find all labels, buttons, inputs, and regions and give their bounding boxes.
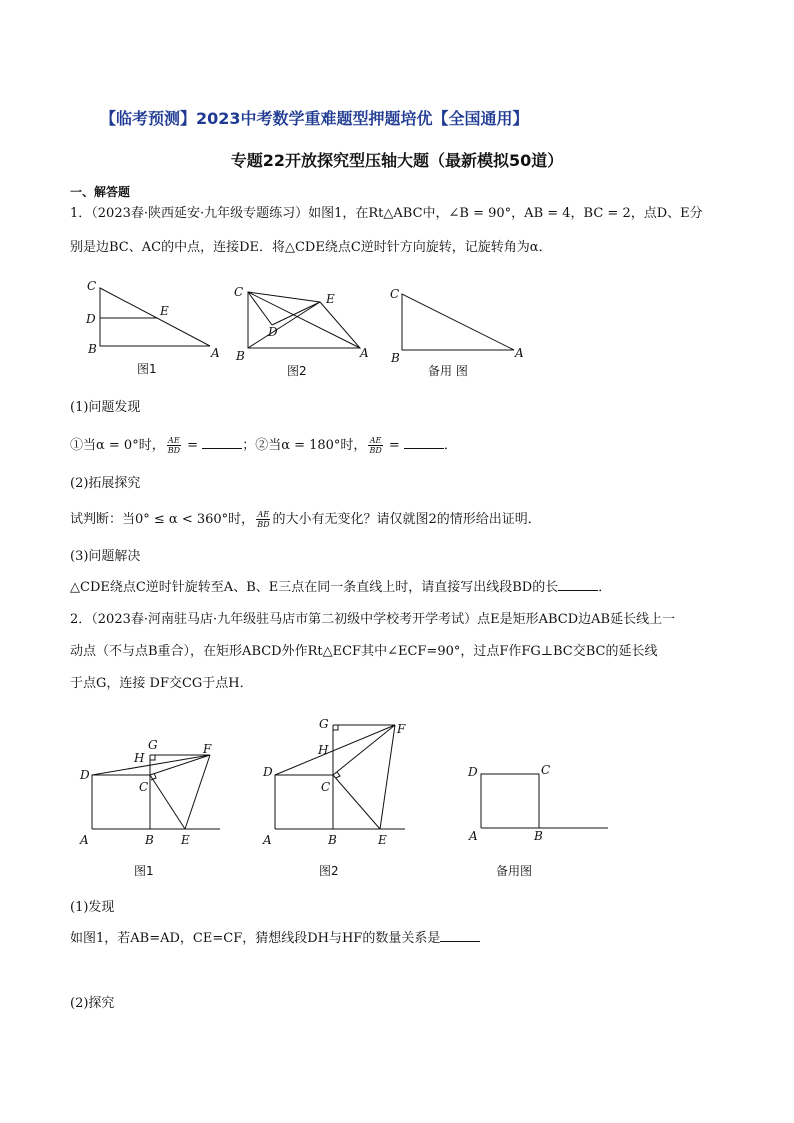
q1-f3-label-a: A (515, 346, 524, 360)
q1-f1-label-e: E (160, 304, 169, 318)
q2-figures (75, 712, 635, 852)
q1-f1-label-d: D (86, 312, 96, 326)
section-heading: 一、解答题 (70, 185, 131, 199)
q2-part1-title: (1)发现 (70, 900, 115, 915)
q2-part2-title: (2)探究 (70, 996, 115, 1011)
svg-text:G: G (319, 717, 329, 731)
q2-caption-2: 图2 (319, 864, 339, 878)
svg-text:B: B (534, 829, 543, 843)
svg-text:D: D (263, 765, 273, 779)
q1-figure-spare (390, 287, 524, 365)
svg-text:B: B (145, 833, 154, 847)
q1-f2-label-d: D (268, 325, 278, 339)
q1-f1-label-a: A (211, 346, 220, 360)
svg-text:G: G (148, 738, 158, 752)
q1-part3-line: △CDE绕点C逆时针旋转至A、B、E三点在同一条直线上时，请直接写出线段BD的长 ． (70, 580, 612, 595)
svg-text:A: A (80, 833, 89, 847)
q2-part1-line: 如图1，若AB=AD，CE=CF，猜想线段DH与HF的数量关系是 (70, 929, 480, 949)
q1-f1-label-b: B (88, 342, 97, 356)
q1-f2-label-c: C (234, 285, 244, 299)
q2-figure-1 (79, 738, 220, 847)
q2-line3: 于点G，连接 DF交CG于点H． (70, 676, 253, 691)
q2-line1: 2．（2023春·河南驻马店·九年级驻马店市第二初级中学校考开学考试）点E是矩形ABCD边AB延长线上一 (70, 612, 676, 627)
q1-line2: 别是边BC、AC的中点，连接DE．将△CDE绕点C逆时针方向旋转，记旋转角为α． (70, 240, 552, 255)
q1-part2-title: (2)拓展探究 (70, 476, 141, 491)
header-banner: 【临考预测】2023中考数学重难题型押题培优【全国通用】 (100, 109, 529, 128)
q1-figure-1 (85, 279, 220, 360)
q1-f2-label-a: A (360, 346, 369, 360)
q1-f2-label-e: E (326, 292, 335, 306)
svg-text:H: H (318, 743, 329, 757)
q2-caption-3: 备用图 (496, 864, 533, 878)
q1-f1-label-c: C (87, 279, 97, 293)
q1-figure-2 (234, 285, 369, 363)
svg-text:F: F (203, 742, 212, 756)
q1-caption-1: 图1 (137, 362, 157, 376)
q1-line1: 1．（2023春·陕西延安·九年级专题练习）如图1，在Rt△ABC中，∠B = 90°，AB = 4，BC = 2，点D、E分 (70, 206, 703, 221)
answer-blank-1[interactable] (202, 436, 242, 449)
q2-figure-2 (262, 717, 406, 847)
q1-part1-title: (1)问题发现 (70, 400, 141, 415)
q1-f3-label-c: C (390, 287, 400, 301)
answer-blank-4[interactable] (440, 929, 480, 942)
q2-line2: 动点（不与点B重合），在矩形ABCD外作Rt△ECF其中∠ECF=90°，过点F作FG⊥BC交BC的延长线 (70, 644, 658, 659)
svg-text:E: E (378, 833, 387, 847)
svg-text:H: H (134, 751, 145, 765)
svg-text:A: A (263, 833, 272, 847)
svg-text:B: B (328, 833, 337, 847)
q1-f3-label-b: B (391, 351, 400, 365)
q1-part1-line: ①当α = 0°时， $\frac{AE}{BD}$ = ；②当α = 180°时， $\frac{AE}{BD}$ = ． (70, 436, 457, 455)
answer-blank-3[interactable] (558, 578, 598, 591)
page-title: 专题22开放探究型压轴大题（最新模拟50道） (230, 151, 564, 170)
svg-text:E: E (181, 833, 190, 847)
q2-caption-1: 图1 (134, 864, 154, 878)
svg-text:F: F (397, 722, 406, 736)
q1-caption-2: 图2 (287, 364, 307, 378)
svg-text:A: A (469, 829, 478, 843)
svg-text:C: C (139, 780, 149, 794)
q1-part2-line: 试判断：当0° ≤ α < 360°时， $\frac{AE}{BD}$ 的大小有无变化？请仅就图2的情形给出证明． (70, 510, 541, 529)
svg-text:C: C (541, 763, 551, 777)
q1-f2-label-b: B (236, 349, 245, 363)
q1-part3-title: (3)问题解决 (70, 549, 141, 564)
svg-text:D: D (80, 768, 90, 782)
q2-figure-spare (467, 763, 608, 843)
answer-blank-2[interactable] (404, 436, 444, 449)
q1-caption-3: 备用 图 (428, 364, 468, 378)
svg-text:C: C (321, 780, 331, 794)
svg-text:D: D (468, 765, 478, 779)
